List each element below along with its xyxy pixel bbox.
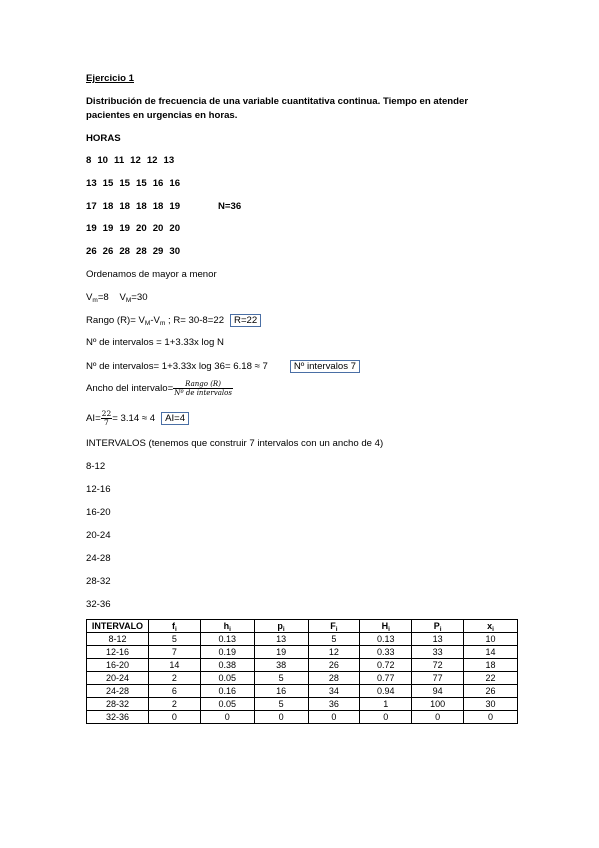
- table-cell: 0.94: [360, 685, 412, 698]
- intro-line-2: pacientes en urgencias en horas.: [86, 110, 238, 121]
- intervalos-calc-line: [86, 360, 360, 373]
- rango-line: [86, 314, 261, 327]
- table-cell: 36: [308, 698, 360, 711]
- table-cell: 26: [308, 659, 360, 672]
- table-cell: 14: [464, 646, 518, 659]
- ai-result-box: AI=4: [161, 412, 189, 425]
- table-cell: 0.05: [200, 672, 254, 685]
- table-cell: 12-16: [87, 646, 149, 659]
- data-value: 18: [102, 201, 114, 212]
- data-value: 16: [169, 178, 181, 189]
- data-value: 19: [102, 223, 114, 234]
- column-header: $p_i$: [254, 620, 308, 633]
- table-cell: 7: [148, 646, 200, 659]
- data-row-4: [86, 223, 186, 235]
- data-value: 18: [136, 201, 147, 212]
- table-cell: 0.77: [360, 672, 412, 685]
- data-value: 29: [152, 246, 164, 257]
- table-cell: 0: [254, 711, 308, 724]
- table-cell: 0.13: [200, 633, 254, 646]
- frequency-table: [86, 619, 518, 724]
- vm-sub-min: m: [92, 297, 98, 304]
- ancho-line: [86, 380, 233, 398]
- interval-item: 16-20: [86, 507, 111, 518]
- data-value: 18: [119, 201, 131, 212]
- table-cell: 0: [200, 711, 254, 724]
- data-value: 15: [119, 178, 131, 189]
- data-value: 28: [119, 246, 131, 257]
- data-value: 15: [102, 178, 114, 189]
- data-value: 13: [163, 155, 175, 166]
- page-title: Ejercicio 1: [86, 73, 134, 84]
- interval-item: 8-12: [86, 461, 106, 472]
- table-row: [87, 698, 518, 711]
- n-label: N=36: [218, 201, 242, 212]
- data-row-2: [86, 178, 186, 190]
- table-cell: 33: [412, 646, 464, 659]
- table-cell: 34: [308, 685, 360, 698]
- ancho-denominator: Nº de intervalos: [174, 389, 232, 397]
- vm-min-value: =8: [97, 292, 109, 303]
- data-value: 30: [169, 246, 181, 257]
- table-cell: 5: [308, 633, 360, 646]
- table-cell: 13: [412, 633, 464, 646]
- intervalos-result-box: Nº intervalos 7: [290, 360, 360, 373]
- table-cell: 20-24: [87, 672, 149, 685]
- ai-numerator: 22: [101, 408, 112, 418]
- table-cell: 2: [148, 698, 200, 711]
- ancho-fraction: [173, 380, 233, 397]
- table-cell: 0.33: [360, 646, 412, 659]
- table-cell: 5: [254, 672, 308, 685]
- data-value: 28: [136, 246, 147, 257]
- data-value: 12: [130, 155, 141, 166]
- table-cell: 38: [254, 659, 308, 672]
- table-cell: 10: [464, 633, 518, 646]
- column-header: $x_i$: [464, 620, 518, 633]
- table-row: [87, 646, 518, 659]
- ai-result: = 3.14 ≈ 4: [112, 413, 156, 424]
- vm-prefix: V: [86, 292, 93, 303]
- data-value: 13: [86, 178, 97, 189]
- table-cell: 1: [360, 698, 412, 711]
- table-cell: 12: [308, 646, 360, 659]
- data-value: 16: [152, 178, 164, 189]
- column-header: INTERVALO: [87, 620, 149, 633]
- intro-line-1: Distribución de frecuencia de una variable cuantitativa continua. Tiempo en atender: [86, 96, 469, 107]
- data-value: 12: [146, 155, 158, 166]
- table-row: [87, 711, 518, 724]
- data-value: 20: [169, 223, 181, 234]
- data-value: 10: [97, 155, 109, 166]
- column-header: $F_i$: [308, 620, 360, 633]
- interval-item: 24-28: [86, 553, 111, 564]
- table-cell: 30: [464, 698, 518, 711]
- ai-denominator: 7: [104, 417, 109, 427]
- table-cell: 0: [308, 711, 360, 724]
- table-cell: 22: [464, 672, 518, 685]
- interval-item: 20-24: [86, 530, 111, 541]
- ai-fraction: [101, 410, 113, 427]
- ancho-numerator: Rango (R): [173, 380, 233, 389]
- rango-sub: M: [144, 320, 151, 327]
- table-row: [87, 659, 518, 672]
- intervalos-formula: Nº de intervalos = 1+3.33x log N: [86, 337, 224, 348]
- data-value: 15: [136, 178, 147, 189]
- rango-text: -V: [150, 315, 160, 326]
- horas-label: HORAS: [86, 133, 121, 144]
- table-cell: 28-32: [87, 698, 149, 711]
- table-cell: 13: [254, 633, 308, 646]
- table-cell: 0: [148, 711, 200, 724]
- table-cell: 100: [412, 698, 464, 711]
- table-cell: 77: [412, 672, 464, 685]
- vm-prefix: V: [119, 292, 126, 303]
- interval-item: 28-32: [86, 576, 111, 587]
- column-header: $P_i$: [412, 620, 464, 633]
- table-cell: 24-28: [87, 685, 149, 698]
- table-cell: 0.13: [360, 633, 412, 646]
- column-header: $H_i$: [360, 620, 412, 633]
- table-cell: 16-20: [87, 659, 149, 672]
- table-cell: 0.72: [360, 659, 412, 672]
- table-cell: 0: [360, 711, 412, 724]
- intervalos-calc: Nº de intervalos= 1+3.33x log 36= 6.18 ≈ 7: [86, 361, 268, 372]
- table-header-row: [87, 620, 518, 633]
- data-value: 8: [86, 155, 92, 166]
- table-cell: 32-36: [87, 711, 149, 724]
- ancho-label: Ancho del intervalo=: [86, 383, 174, 395]
- ai-prefix: AI=: [86, 413, 101, 424]
- rango-text: ; R= 30-8=22: [165, 315, 225, 326]
- table-cell: 2: [148, 672, 200, 685]
- data-row-1: [86, 155, 180, 167]
- table-row: [87, 672, 518, 685]
- table-row: [87, 633, 518, 646]
- table-cell: 0.16: [200, 685, 254, 698]
- data-row-3: [86, 201, 186, 213]
- vm-line: [86, 292, 148, 304]
- ai-line: [86, 409, 189, 429]
- table-row: [87, 685, 518, 698]
- intervalos-heading: INTERVALOS (tenemos que construir 7 intervalos con un ancho de 4): [86, 438, 384, 449]
- data-value: 26: [86, 246, 97, 257]
- data-value: 17: [86, 201, 97, 212]
- table-cell: 0: [464, 711, 518, 724]
- data-value: 20: [136, 223, 147, 234]
- table-cell: 0: [412, 711, 464, 724]
- data-value: 19: [86, 223, 97, 234]
- table-cell: 5: [254, 698, 308, 711]
- column-header: $h_i$: [200, 620, 254, 633]
- table-cell: 0.38: [200, 659, 254, 672]
- table-cell: 72: [412, 659, 464, 672]
- rango-text: Rango (R)= V: [86, 315, 145, 326]
- data-value: 19: [119, 223, 131, 234]
- data-value: 20: [152, 223, 164, 234]
- table-cell: 0.05: [200, 698, 254, 711]
- vm-max-value: =30: [131, 292, 148, 303]
- table-cell: 8-12: [87, 633, 149, 646]
- data-value: 18: [152, 201, 164, 212]
- rango-result-box: R=22: [230, 314, 261, 327]
- interval-item: 32-36: [86, 599, 111, 610]
- table-cell: 94: [412, 685, 464, 698]
- table-cell: 5: [148, 633, 200, 646]
- table-cell: 14: [148, 659, 200, 672]
- table-cell: 16: [254, 685, 308, 698]
- table-cell: 26: [464, 685, 518, 698]
- table-cell: 19: [254, 646, 308, 659]
- data-value: 11: [114, 155, 125, 166]
- data-row-5: [86, 246, 186, 258]
- table-cell: 18: [464, 659, 518, 672]
- table-cell: 6: [148, 685, 200, 698]
- table-cell: 0.19: [200, 646, 254, 659]
- rango-sub: m: [159, 320, 166, 327]
- table-cell: 28: [308, 672, 360, 685]
- interval-item: 12-16: [86, 484, 111, 495]
- ordenamos-line: Ordenamos de mayor a menor: [86, 269, 217, 280]
- data-value: 19: [169, 201, 181, 212]
- vm-sub-max: M: [125, 297, 132, 304]
- column-header: $f_i$: [148, 620, 200, 633]
- data-value: 26: [102, 246, 114, 257]
